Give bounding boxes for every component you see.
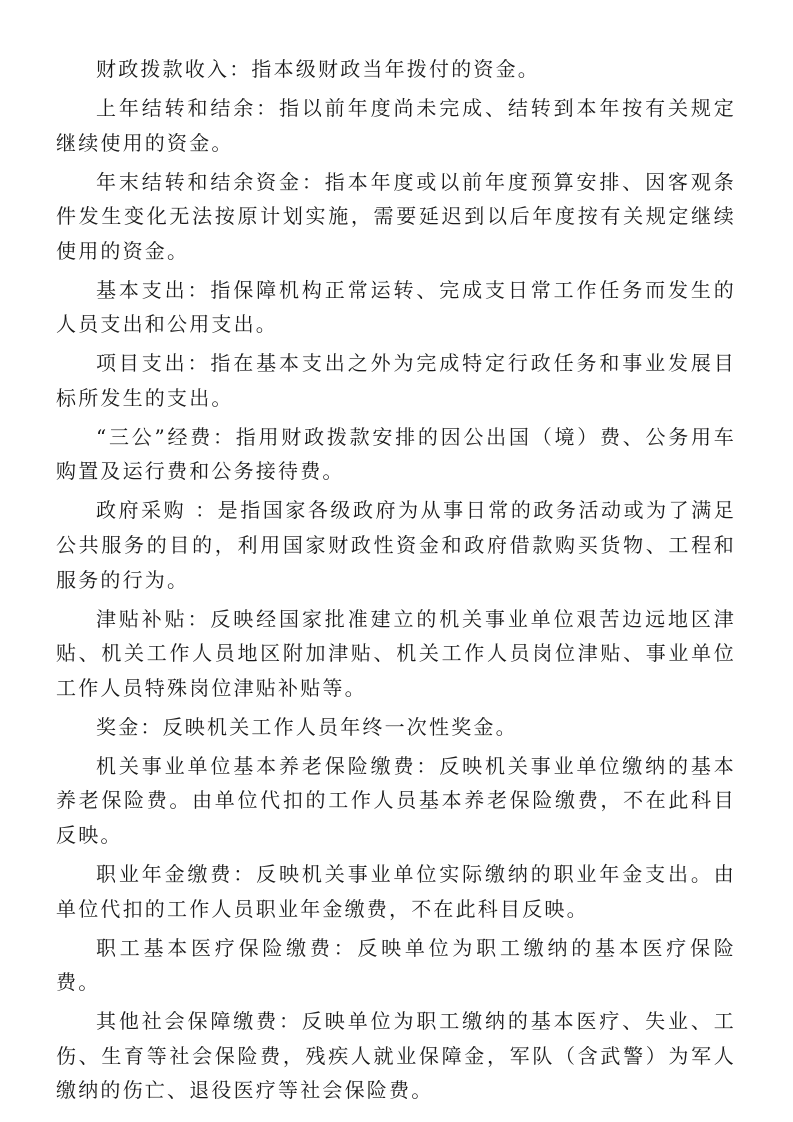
paragraph-project-expenditure: 项目支出：指在基本支出之外为完成特定行政任务和事业发展目标所发生的支出。	[56, 351, 736, 410]
paragraph-fiscal-appropriation-income: 财政拨款收入：指本级财政当年拨付的资金。	[96, 57, 540, 81]
paragraph-prior-year-carryover: 上年结转和结余：指以前年度尚未完成、结转到本年按有关规定继续使用的资金。	[56, 95, 736, 155]
paragraph-basic-expenditure: 基本支出：指保障机构正常运转、完成支日常工作任务而发生的人员支出和公用支出。	[56, 277, 736, 337]
document-page	[56, 52, 736, 1112]
paragraph-three-public-expenses: “三公”经费：指用财政拨款安排的因公出国（境）费、公务用车购置及运行费和公务接待费。	[56, 424, 736, 484]
paragraph-bonus: 奖金：反映机关工作人员年终一次性奖金。	[96, 714, 518, 739]
paragraph-medical-insurance: 职工基本医疗保险缴费：反映单位为职工缴纳的基本医疗保险费。	[56, 935, 736, 995]
paragraph-year-end-carryover: 年末结转和结余资金：指本年度或以前年度预算安排、因客观条件发生变化无法按原计划实施，需要延迟到以后年度按有关规定继续使用的资金。	[56, 169, 736, 263]
paragraph-pension-insurance: 机关事业单位基本养老保险缴费：反映机关事业单位缴纳的基本养老保险费。由单位代扣的工作人员基本养老保险缴费，不在此科目反映。	[56, 753, 736, 847]
paragraph-occupational-annuity: 职业年金缴费：反映机关事业单位实际缴纳的职业年金支出。由单位代扣的工作人员职业年金缴费，不在此科目反映。	[56, 861, 736, 921]
paragraph-allowances-subsidies: 津贴补贴：反映经国家批准建立的机关事业单位艰苦边远地区津贴、机关工作人员地区附加津贴、机关工作人员岗位津贴、事业单位工作人员特殊岗位津贴补贴等。	[56, 606, 736, 700]
paragraph-government-procurement: 政府采购 ：是指国家各级政府为从事日常的政务活动或为了满足公共服务的目的，利用国家财政性资金和政府借款购买货物、工程和服务的行为。	[56, 498, 736, 592]
paragraph-other-social-security: 其他社会保障缴费：反映单位为职工缴纳的基本医疗、失业、工伤、生育等社会保险费，残疾人就业保障金，军队（含武警）为军人缴纳的伤亡、退役医疗等社会保险费。	[56, 1009, 736, 1103]
